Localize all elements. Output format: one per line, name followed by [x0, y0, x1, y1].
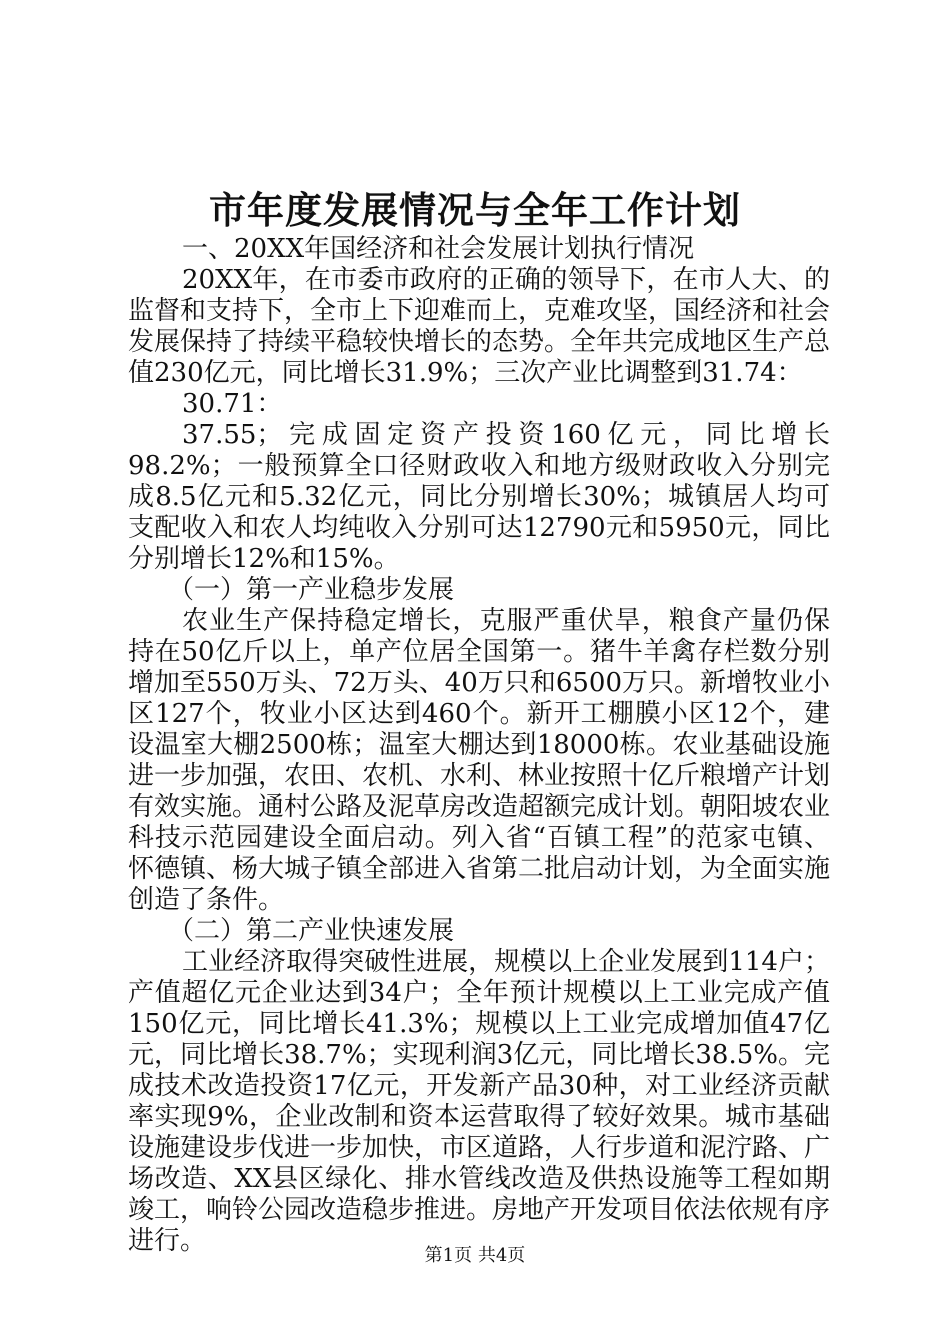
document-body — [128, 234, 830, 1257]
paragraph: 农业生产保持稳定增长，克服严重伏旱，粮食产量仍保持在50亿斤以上，单产位居全国第一。猪牛羊禽存栏数分别增加至550万头、72万头、40万只和6500万只。新增牧业小区127个，牧业小区达到460个。新开工棚膜小区12个，建设温室大棚2500栋；温室大棚达到18000栋。农业基础设施进一步加强，农田、农机、水利、林业按照十亿斤粮增产计划有效实施。通村公路及泥草房改造超额完成计划。朝阳坡农业科技示范园建设全面启动。列入省“百镇工程”的范家屯镇、怀德镇、杨大城子镇全部进入省第二批启动计划，为全面实施创造了条件。 — [128, 606, 831, 915]
paragraph: 工业经济取得突破性进展，规模以上企业发展到114户；产值超亿元企业达到34户；全年预计规模以上工业完成产值150亿元，同比增长41.3%；规模以上工业完成增加值47亿元，同比增长38.7%；实现利润3亿元，同比增长38.5%。完成技术改造投资17亿元，开发新产品30种，对工业经济贡献率实现9%，企业改制和资本运营取得了较好效果。城市基础设施建设步伐进一步加快，市区道路，人行步道和泥泞路、广场改造、XX县区绿化、排水管线改造及供热设施等工程如期竣工，响铃公园改造稳步推进。房地产开发项目依法依规有序进行。 — [128, 947, 831, 1256]
subsection-heading: （二）第二产业快速发展 — [168, 916, 455, 946]
paragraph: 30.71： — [182, 389, 283, 419]
section-heading: 一、20XX年国经济和社会发展计划执行情况 — [182, 234, 695, 264]
subsection-heading: （一）第一产业稳步发展 — [168, 575, 455, 605]
page-number: 第1页 共4页 — [424, 1245, 526, 1266]
paragraph: 37.55；完成固定资产投资160亿元，同比增长98.2%；一般预算全口径财政收入和地方级财政收入分别完成8.5亿元和5.32亿元，同比分别增长30%；城镇居人均可支配收入和农人均纯收入分别可达12790元和5950元，同比分别增长12%和15%。 — [128, 420, 830, 574]
document-title: 市年度发展情况与全年工作计划 — [209, 188, 741, 232]
paragraph: 20XX年，在市委市政府的正确的领导下，在市人大、的监督和支持下，全市上下迎难而上，克难攻坚，国经济和社会发展保持了持续平稳较快增长的态势。全年共完成地区生产总值230亿元，同比增长31.9%；三次产业比调整到31.74： — [128, 265, 831, 388]
